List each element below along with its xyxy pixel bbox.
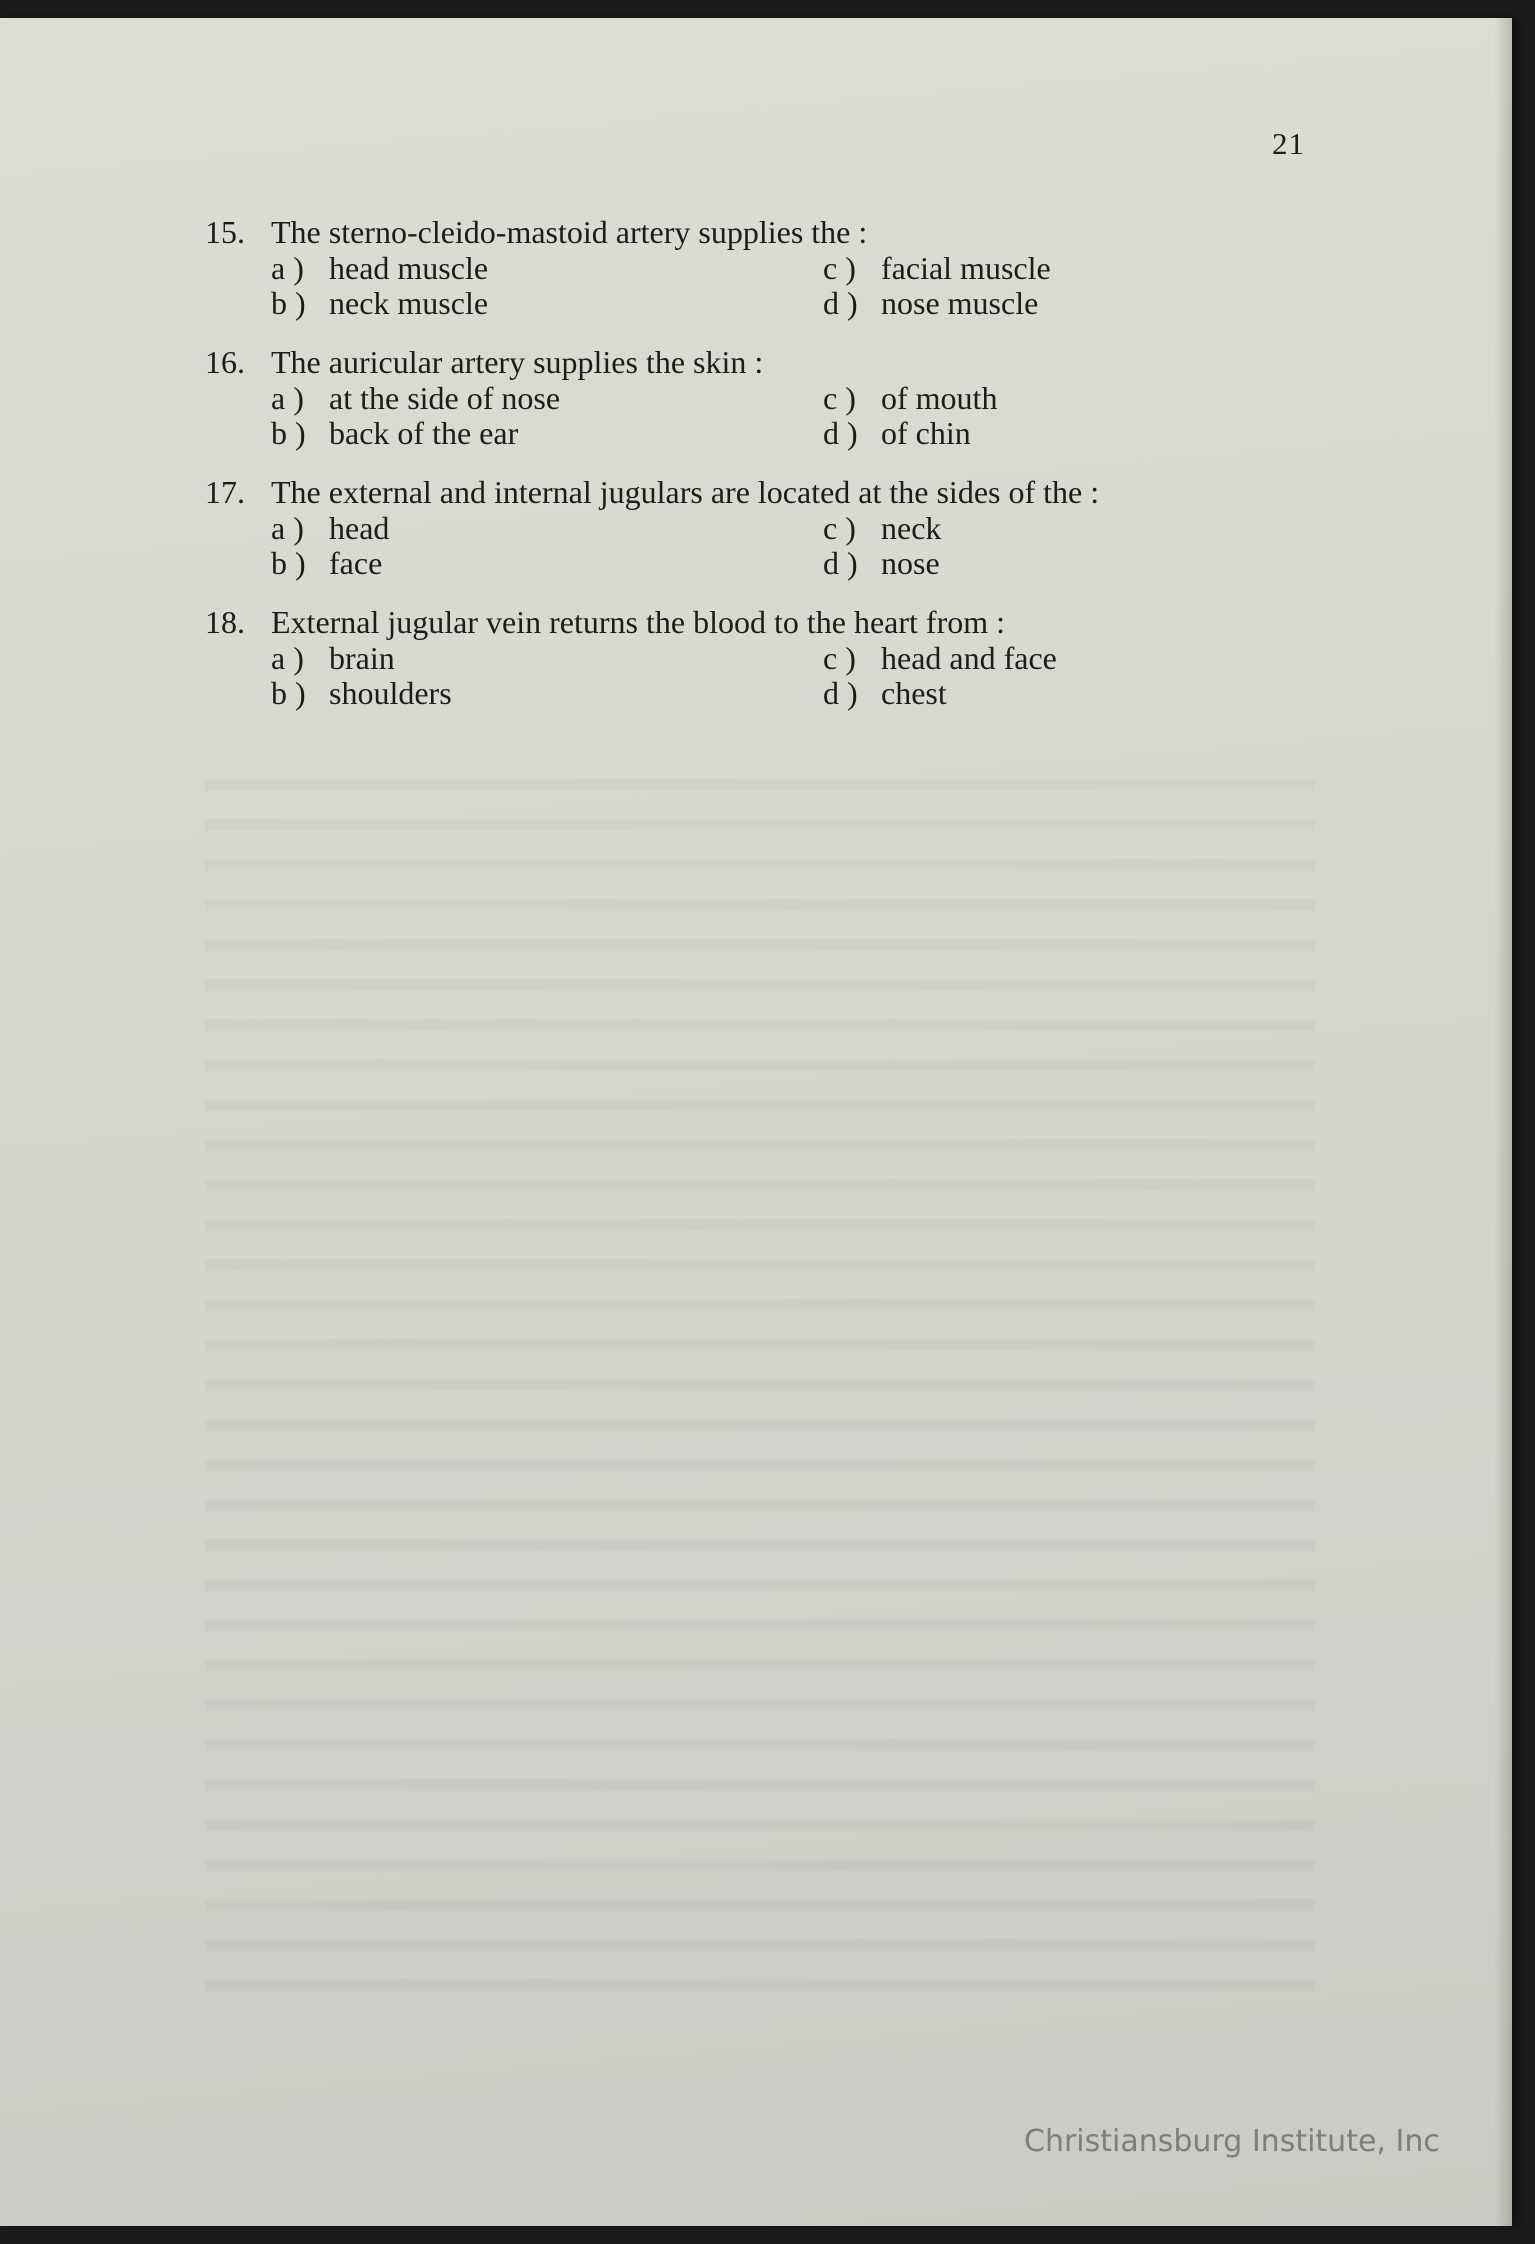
option-a — [271, 641, 823, 676]
option-letter: d ) — [823, 415, 858, 451]
option-letter: c ) — [823, 640, 856, 676]
option-letter: d ) — [823, 675, 858, 711]
question-stem — [205, 213, 1320, 251]
option-b — [271, 416, 823, 451]
option-letter: d ) — [823, 285, 858, 321]
option-text: at the side of nose — [329, 380, 561, 416]
question-number: 18. — [205, 604, 245, 640]
option-letter: d ) — [823, 545, 858, 581]
option-text: chest — [881, 675, 947, 711]
question-list — [205, 213, 1320, 733]
option-text: facial muscle — [881, 250, 1051, 286]
option-letter: c ) — [823, 380, 856, 416]
option-text: head — [329, 510, 390, 546]
question-stem — [205, 603, 1320, 641]
answer-options — [271, 511, 1320, 581]
option-letter: b ) — [271, 415, 306, 451]
option-a — [271, 251, 823, 286]
option-letter: c ) — [823, 510, 856, 546]
option-text: shoulders — [329, 675, 452, 711]
option-d — [823, 286, 1320, 321]
option-letter: a ) — [271, 250, 304, 286]
question-text: The sterno-cleido-mastoid artery supplies the : — [271, 214, 868, 250]
option-text: of mouth — [881, 380, 998, 416]
option-text: back of the ear — [329, 415, 519, 451]
page-edge-shadow — [1494, 18, 1512, 2226]
option-letter: b ) — [271, 675, 306, 711]
option-c — [823, 381, 1320, 416]
option-letter: a ) — [271, 380, 304, 416]
option-text: nose muscle — [881, 285, 1039, 321]
option-text: face — [329, 545, 383, 581]
question-number: 16. — [205, 344, 245, 380]
option-letter: b ) — [271, 545, 306, 581]
show-through-texture — [205, 758, 1315, 2008]
option-letter: a ) — [271, 510, 304, 546]
page-number: 21 — [1272, 126, 1305, 161]
document-page — [0, 18, 1512, 2226]
option-b — [271, 546, 823, 581]
option-d — [823, 676, 1320, 711]
option-text: neck muscle — [329, 285, 489, 321]
option-text: neck — [881, 510, 942, 546]
watermark: Christiansburg Institute, Inc — [1024, 2124, 1440, 2159]
option-letter: a ) — [271, 640, 304, 676]
option-c — [823, 641, 1320, 676]
option-letter: c ) — [823, 250, 856, 286]
question-number: 17. — [205, 474, 245, 510]
question-text: External jugular vein returns the blood to the heart from : — [271, 604, 1005, 640]
answer-options — [271, 641, 1320, 711]
question-15 — [205, 213, 1320, 321]
option-d — [823, 416, 1320, 451]
question-stem — [205, 343, 1320, 381]
question-18 — [205, 603, 1320, 711]
option-b — [271, 676, 823, 711]
option-text: head and face — [881, 640, 1057, 676]
option-c — [823, 251, 1320, 286]
option-c — [823, 511, 1320, 546]
option-a — [271, 381, 823, 416]
option-text: head muscle — [329, 250, 489, 286]
answer-options — [271, 251, 1320, 321]
question-16 — [205, 343, 1320, 451]
option-a — [271, 511, 823, 546]
option-letter: b ) — [271, 285, 306, 321]
option-text: nose — [881, 545, 940, 581]
option-text: brain — [329, 640, 395, 676]
question-text: The external and internal jugulars are located at the sides of the : — [271, 474, 1100, 510]
option-text: of chin — [881, 415, 971, 451]
option-d — [823, 546, 1320, 581]
option-b — [271, 286, 823, 321]
question-stem — [205, 473, 1320, 511]
question-text: The auricular artery supplies the skin : — [271, 344, 764, 380]
question-17 — [205, 473, 1320, 581]
answer-options — [271, 381, 1320, 451]
question-number: 15. — [205, 214, 245, 250]
